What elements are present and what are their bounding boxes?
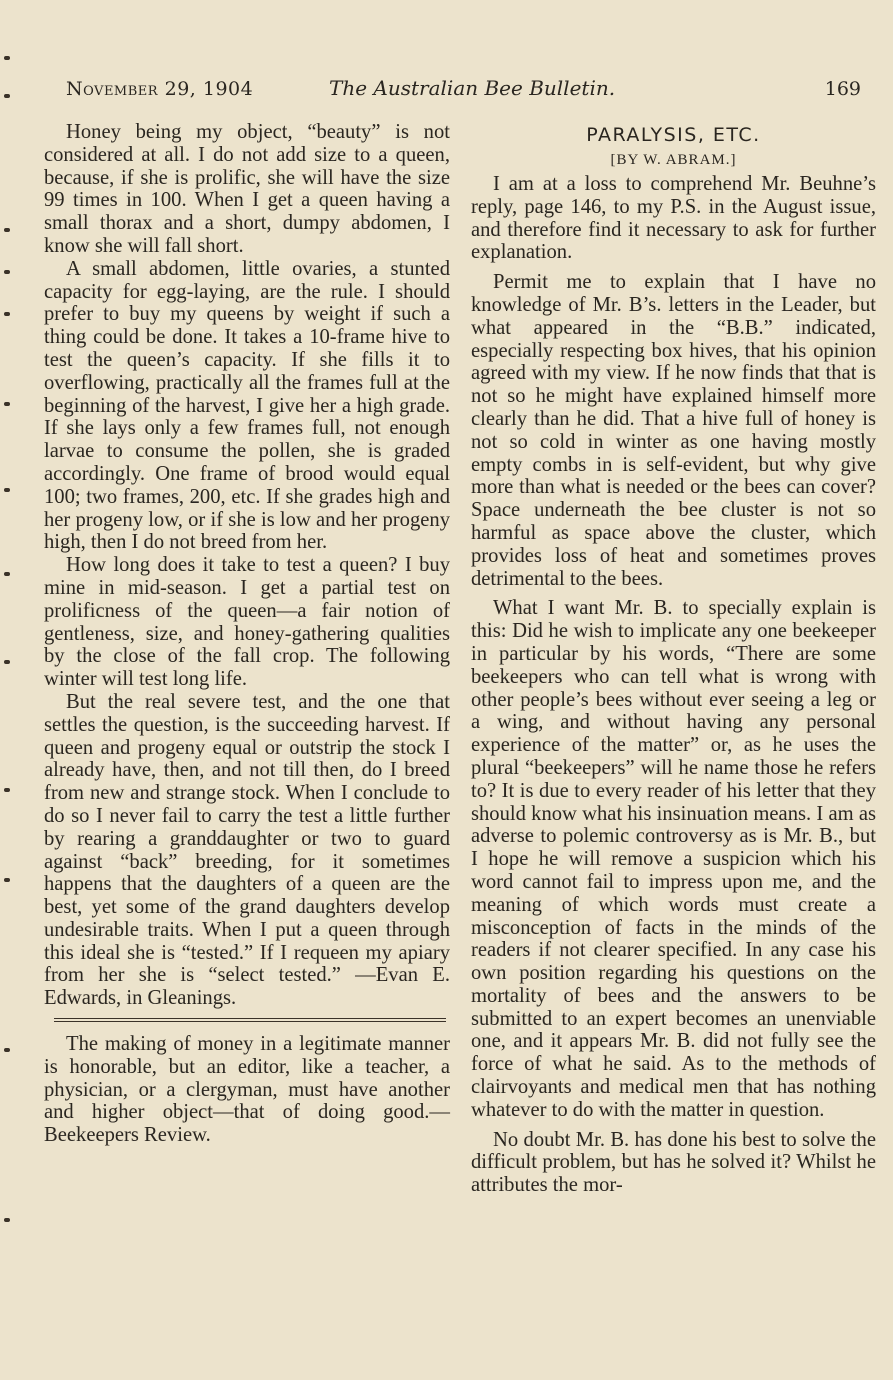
left-column (44, 121, 450, 1147)
right-column (471, 121, 876, 1197)
paragraph: Honey being my object, “beauty” is not considered at all. I do not add size to a queen, because, if she is prolific, she will have the size 99 times in 100. When I get a queen having a small thorax and a short, dumpy abdomen, I know she will fall short. (44, 121, 450, 257)
binding-mark (4, 1218, 10, 1222)
binding-mark (4, 488, 10, 492)
binding-mark (4, 1048, 10, 1052)
closing-note: The making of money in a legitimate manner is honorable, but an editor, like a teacher, a physician, or a clergyman, must have another and higher object—that of doing good.—Beekeepers Review. (44, 1033, 450, 1147)
paragraph: Permit me to explain that I have no knowledge of Mr. B’s. letters in the Leader, but what appeared in the “B.B.” indicated, especially respecting box hives, that his opinion agreed with my view. If he now finds that that is not so he might have explained himself more clearly than he did. That a hive full of honey is not so cold in winter as one having mostly empty combs in is self-evident, but why give more than what is needed or the bees can cover? Space underneath the bee cluster is not so harmful as space above the cluster, which provides loss of heat and sometimes proves detrimental to the bees. (471, 271, 876, 590)
binding-mark (4, 94, 10, 98)
binding-mark (4, 878, 10, 882)
binding-mark (4, 312, 10, 316)
running-header (66, 76, 861, 106)
binding-mark (4, 572, 10, 576)
binding-mark (4, 660, 10, 664)
header-page-number: 169 (824, 78, 861, 100)
binding-mark (4, 56, 10, 60)
binding-mark (4, 788, 10, 792)
binding-mark (4, 270, 10, 274)
article-title: PARALYSIS, ETC. (586, 124, 761, 146)
binding-mark (4, 402, 10, 406)
paragraph: I am at a loss to comprehend Mr. Beuhne’s reply, page 146, to my P.S. in the August issue, and therefore find it necessary to ask for further explanation. (471, 173, 876, 264)
header-date: November 29, 1904 (66, 78, 254, 100)
article-byline: [BY W. ABRAM.] (610, 152, 737, 168)
paragraph: How long does it take to test a queen? I buy mine in mid-season. I get a partial test on prolificness of the queen—a fair notion of gentleness, size, and honey-gathering qualities by the close of the fall crop. The following winter will test long life. (44, 554, 450, 691)
section-divider (54, 1018, 446, 1022)
paragraph: But the real severe test, and the one that settles the question, is the succeeding harvest. If queen and progeny equal or outstrip the stock I already have, then, and not till then, do I breed from new and strange stock. When I conclude to do so I never fail to carry the test a little further by rearing a granddaughter or two to guard against “back” breeding, for it sometimes happens that the daughters of a queen are the best, yet some of the grand daughters develop undesirable traits. When I put a queen through this ideal she is “tested.” If I requeen my apiary from her she is “select tested.” —Evan E. Edwards, in Gleanings. (44, 690, 450, 1010)
margin-binding-marks (2, 40, 16, 1340)
paragraph: No doubt Mr. B. has done his best to solve the difficult problem, but has he solved it? Whilst he attributes the mor- (471, 1128, 876, 1197)
header-journal-title: The Australian Bee Bulletin. (329, 76, 616, 100)
paragraph: A small abdomen, little ovaries, a stunted capacity for egg-laying, are the rule. I should prefer to buy my queens by weight if such a thing could be done. It takes a 10-frame hive to test the queen’s capacity. If she fills it to overflowing, practically all the frames full at the beginning of the harvest, I give her a high grade. If she lays only a few frames full, not enough larvae to consume the pollen, she is graded accordingly. One frame of brood would equal 100; two frames, 200, etc. If she grades high and her progeny low, or if she is low and her progeny high, then I do not breed from her. (44, 257, 450, 554)
paragraph: What I want Mr. B. to specially explain is this: Did he wish to implicate any one beekeeper in particular by his words, “There are some beekeepers who can tell what is wrong with other people’s bees without ever seeing a leg or a wing, and without having any personal experience of the matter” or, as he uses the plural “beekeepers” will he name those he refers to? It is due to every reader of his letter that they should know what his insinuation means. I am as adverse to polemic controversy as is Mr. B., but I hope he will remove a suspicion which his word cannot fail to impress upon me, and the meaning of which words must create a misconception of facts in the minds of the readers if not clearer specified. In any case his own position regarding his questions on the mortality of bees and the answers to be submitted to an expert becomes an unenviable one, and it appears Mr. B. did not fully see the force of what he said. As to the methods of clairvoyants and medical men that has nothing whatever to do with the matter in question. (471, 597, 876, 1121)
binding-mark (4, 228, 10, 232)
